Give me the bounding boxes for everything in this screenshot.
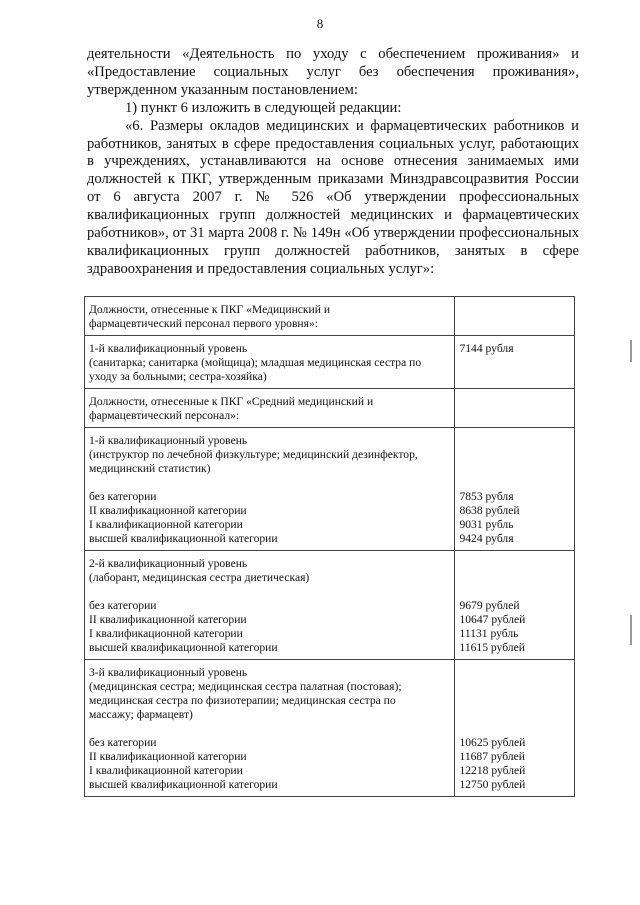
salary-value: 12750 рублей xyxy=(459,778,526,791)
spacer xyxy=(89,476,450,490)
page-number: 8 xyxy=(316,16,324,31)
spacer xyxy=(89,585,450,599)
salary-cell xyxy=(455,389,575,428)
level-title: 3-й квалификационный уровень xyxy=(89,666,248,679)
category-label: без категории xyxy=(89,490,157,503)
category-label: II квалификационной категории xyxy=(89,750,247,763)
salary-value: 9424 рубля xyxy=(459,532,514,545)
salary-value: 11615 рублей xyxy=(459,641,525,654)
group-header-line: Должности, отнесенные к ПКГ «Медицинский и xyxy=(89,303,331,316)
category-label: II квалификационной категории xyxy=(89,504,247,517)
salary-cell xyxy=(455,551,575,660)
salary-value: 9031 рубль xyxy=(459,518,514,531)
level-positions: (инструктор по лечебной физкультуре; медицинский дезинфектор, xyxy=(89,448,418,461)
table-row xyxy=(85,297,575,336)
paragraph-item-1: 1) пункт 6 изложить в следующей редакции: xyxy=(125,99,402,116)
level-positions: (медицинская сестра; медицинская сестра палатная (постовая); xyxy=(89,680,402,693)
spacer xyxy=(459,722,570,736)
group-header-cell xyxy=(85,297,455,336)
document-body xyxy=(87,46,579,279)
level-positions: (санитарка; санитарка (мойщица); младшая медицинская сестра по xyxy=(89,356,422,369)
salary-value: 7853 рубля xyxy=(459,490,514,503)
table-row xyxy=(85,428,575,551)
level-positions: (лаборант, медицинская сестра диетическая) xyxy=(89,571,310,584)
spacer xyxy=(459,585,570,599)
paragraph-point-6: «6. Размеры окладов медицинских и фармацевтических работников и работников, занятых в сфере предоставления социальных услуг, работающих в учреждениях, устанавливаются на основе отнесения занимаемых ими должностей к ПКГ, утвержденным приказами Минздравсоцразвития России от 6 августа 2007 г. № 526 «Об утверждении профессиональных квалификационных групп должностей медицинских и фармацевтических работников», от 31 марта 2008 г. № 149н «Об утверждении профессиональных квалификационных групп должностей работников, занятых в сфере здравоохранения и предоставления социальных услуг»: xyxy=(87,117,579,277)
level-positions: массажу; фармацевт) xyxy=(89,708,193,721)
salary-value: 7144 рубля xyxy=(459,342,514,355)
salary-value: 11131 рубль xyxy=(459,627,519,640)
level-description-cell xyxy=(85,428,455,551)
salary-value: 10647 рублей xyxy=(459,613,526,626)
category-label: без категории xyxy=(89,736,157,749)
category-label: высшей квалификационной категории xyxy=(89,532,278,545)
category-label: без категории xyxy=(89,599,157,612)
paragraph-continuation: деятельности «Деятельность по уходу с обеспечением проживания» и «Предоставление социальных услуг без обеспечения проживания», утвержденном указанным постановлением: xyxy=(87,46,579,98)
salary-cell xyxy=(455,336,575,389)
group-header-cell xyxy=(85,389,455,428)
scan-mark xyxy=(630,615,632,645)
salary-value: 10625 рублей xyxy=(459,736,526,749)
category-label: высшей квалификационной категории xyxy=(89,778,278,791)
level-description-cell xyxy=(85,660,455,797)
salary-value: 8638 рублей xyxy=(459,504,520,517)
category-label: I квалификационной категории xyxy=(89,764,243,777)
table-row xyxy=(85,336,575,389)
level-description-cell xyxy=(85,336,455,389)
salary-value: 12218 рублей xyxy=(459,764,526,777)
scan-mark xyxy=(630,340,632,362)
spacer xyxy=(89,722,450,736)
group-header-line: фармацевтический персонал»: xyxy=(89,409,240,422)
salary-value: 9679 рублей xyxy=(459,599,520,612)
group-header-line: Должности, отнесенные к ПКГ «Средний медицинский и xyxy=(89,395,374,408)
level-positions: медицинский статистик) xyxy=(89,462,211,475)
category-label: I квалификационной категории xyxy=(89,627,243,640)
table-row xyxy=(85,551,575,660)
salary-table xyxy=(84,296,575,797)
level-title: 2-й квалификационный уровень xyxy=(89,557,248,570)
salary-value: 11687 рублей xyxy=(459,750,525,763)
level-title: 1-й квалификационный уровень xyxy=(89,434,248,447)
category-label: II квалификационной категории xyxy=(89,613,247,626)
category-label: I квалификационной категории xyxy=(89,518,243,531)
salary-cell xyxy=(455,297,575,336)
table-row xyxy=(85,389,575,428)
level-positions: медицинская сестра по физиотерапии; медицинская сестра по xyxy=(89,694,396,707)
category-label: высшей квалификационной категории xyxy=(89,641,278,654)
level-description-cell xyxy=(85,551,455,660)
salary-cell xyxy=(455,660,575,797)
table-row xyxy=(85,660,575,797)
group-header-line: фармацевтический персонал первого уровня»: xyxy=(89,317,318,330)
salary-cell xyxy=(455,428,575,551)
spacer xyxy=(459,476,570,490)
level-positions: уходу за больными; сестра-хозяйка) xyxy=(89,370,267,383)
level-title: 1-й квалификационный уровень xyxy=(89,342,248,355)
